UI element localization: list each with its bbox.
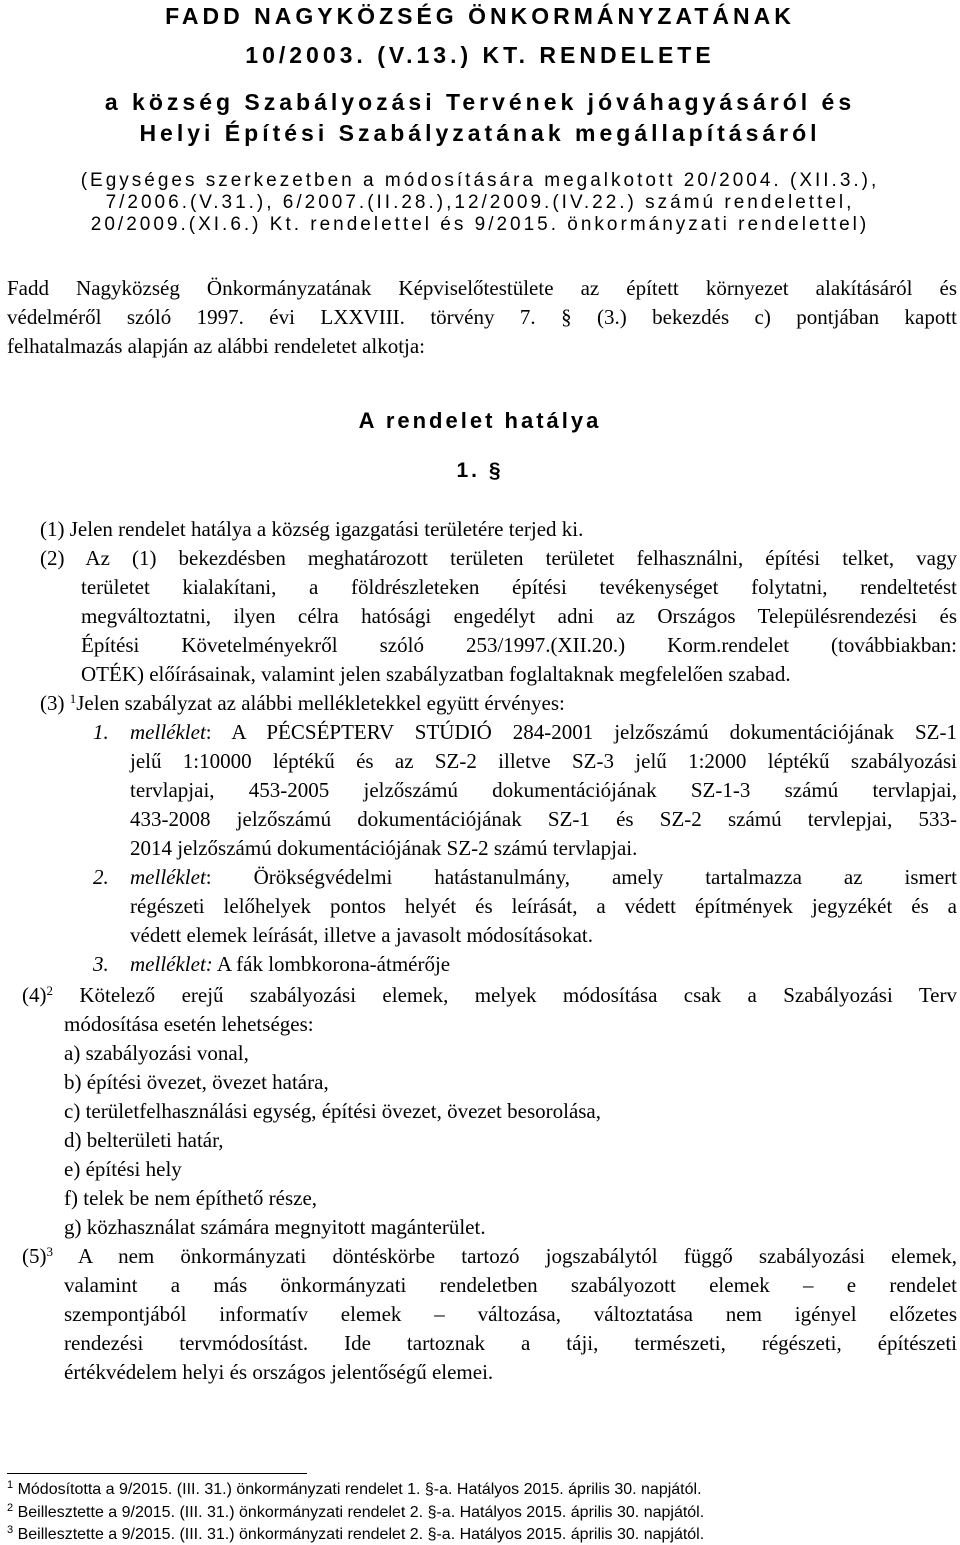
footnote-ref-1: 1 (69, 691, 77, 706)
paragraph-4-line-2: módosítása esetén lehetséges: (64, 1012, 314, 1036)
preamble-line-2: védelméről szóló 1997. évi LXXVIII. törvény 7. § (3.) bekezdés c) pontjában kapott (7, 305, 957, 329)
title-line-1: FADD NAGYKÖZSÉG ÖNKORMÁNYZATÁNAK (165, 3, 795, 29)
annex-3: melléklet: A fák lombkorona-átmérője (130, 952, 451, 976)
annex-1-line-1: melléklet: A PÉCSÉPTERV STÚDIÓ 284-2001 jelzőszámú dokumentációjának SZ-1 (130, 720, 957, 744)
annex-2-number: 2. (93, 865, 109, 889)
paragraph-2-line-1: (2) Az (1) bekezdésben meghatározott területen területet felhasználni, építési telket, vagy (40, 546, 957, 570)
paragraph-4-line-1: $(4)^2$ Kötelező erejű szabályozási elemek, melyek módosítása csak a Szabályozási Terv (22, 983, 957, 1007)
paragraph-2 (40, 544, 957, 573)
paragraph-5-line-1: $(5)^3$ A nem önkormányzati döntéskörbe tartozó jogszabálytól függő szabályozási elemek, (22, 1244, 957, 1268)
section-title: A rendelet hatálya (358, 408, 602, 433)
title-line-3: a község Szabályozási Tervének jóváhagyásáról és (104, 89, 856, 115)
paragraph-3 (40, 689, 940, 718)
paragraph-2-body (81, 573, 957, 689)
list-item-e: e) építési hely (64, 1157, 182, 1181)
section-number: 1. § (456, 459, 504, 482)
paragraph-5-line-2: valamint a más önkormányzati rendeletben szabályozott elemek – e rendelet (64, 1273, 957, 1297)
paragraph-5-line-5: értékvédelem helyi és országos jelentőségű elemei. (64, 1360, 494, 1384)
footnote-2: $^2$ Beillesztette a 9/2015. (III. 31.) önkormányzati rendelet 2. §-a. Hatályos 2015. április 30. napjától. (7, 1502, 705, 1521)
footnote-3: $^3$ Beillesztette a 9/2015. (III. 31.) önkormányzati rendelet 2. §-a. Hatályos 2015. április 30. napjától. (7, 1524, 705, 1543)
paragraph-5 (22, 1242, 957, 1271)
paragraph-5-line-3: szempontjából informatív elemek – változása, változtatása nem igényel előzetes (64, 1302, 957, 1326)
annex-1 (130, 718, 957, 863)
annex-3-label: melléklet: (130, 952, 213, 976)
title-line-4: Helyi Építési Szabályzatának megállapításáról (139, 120, 821, 146)
list-item-b: b) építési övezet, övezet határa, (64, 1070, 329, 1094)
list-item-c: c) területfelhasználási egység, építési övezet, övezet besorolása, (64, 1099, 602, 1123)
paragraph-1 (40, 515, 940, 544)
footnote-1: $^1$ Módosította a 9/2015. (III. 31.) önkormányzati rendelet 1. §-a. Hatályos 2015. április 30. napjától. (7, 1479, 702, 1498)
annex-1-line-4: 433-2008 jelzőszámú dokumentációjának SZ-1 és SZ-2 számú tervlepjai, 533- (130, 807, 957, 831)
list-item-a: a) szabályozási vonal, (64, 1041, 249, 1065)
annex-3-number: 3. (93, 952, 109, 976)
paragraph-2-line-4: Építési Követelményekről szóló 253/1997.(XII.20.) Korm.rendelet (továbbiakban: (81, 633, 957, 657)
paragraph-4 (22, 981, 957, 1010)
annex-2-label: melléklet (130, 865, 206, 889)
footnote-ref-3: 3 (46, 1244, 53, 1259)
list-item-g: g) közhasználat számára megnyitott magánterület. (64, 1215, 486, 1239)
annex-2-line-3: védett elemek leírását, illetve a javasolt módosításokat. (130, 923, 594, 947)
amendment-line-3: 20/2009.(XI.6.) Kt. rendelettel és 9/2015. önkormányzati rendelettel) (90, 214, 870, 235)
annex-1-line-2: jelű 1:10000 léptékű és az SZ-2 illetve SZ-3 jelű 1:2000 léptékű szabályozási (130, 749, 957, 773)
annex-1-label: melléklet (130, 720, 206, 744)
footnote-ref-2: 2 (46, 983, 53, 998)
list-item-f: f) telek be nem építhető része, (64, 1186, 318, 1210)
paragraph-2-line-2: területet kialakítani, a földrészleteken építési tevékenységet folytatni, rendeltetést (81, 575, 957, 599)
annex-1-number: 1. (93, 720, 109, 744)
preamble-line-1: Fadd Nagyközség Önkormányzatának Képviselőtestülete az épített környezet alakításáról és (7, 276, 957, 300)
amendment-line-1: (Egységes szerkezetben a módosítására megalkotott 20/2004. (XII.3.), (80, 170, 880, 191)
paragraph-1-text: (1) Jelen rendelet hatálya a község igazgatási területére terjed ki. (40, 517, 584, 541)
annex-1-line-3: tervlapjai, 453-2005 jelzőszámú dokumentációjának SZ-1-3 számú tervlapjai, (130, 778, 957, 802)
title-line-2: 10/2003. (V.13.) KT. RENDELETE (245, 42, 715, 68)
paragraph-4-body (64, 1010, 944, 1242)
paragraph-5-body (64, 1271, 957, 1387)
preamble-line-3: felhatalmazás alapján az alábbi rendeletet alkotja: (7, 334, 426, 358)
annex-1-line-5: 2014 jelzőszámú dokumentációjának SZ-2 számú tervlapjai. (130, 836, 638, 860)
amendment-line-2: 7/2006.(V.31.), 6/2007.(II.28.),12/2009.(IV.22.) számú rendelettel, (105, 192, 855, 213)
list-item-d: d) belterületi határ, (64, 1128, 224, 1152)
paragraph-2-line-3: megváltoztatni, ilyen célra hatósági engedélyt adni az Országos Településrendezési és (81, 604, 957, 628)
paragraph-5-line-4: rendezési tervmódosítást. Ide tartoznak a táji, természeti, régészeti, építészeti (64, 1331, 957, 1355)
annex-2 (130, 863, 957, 950)
paragraph-2-line-5: OTÉK) előírásainak, valamint jelen szabályzatban foglaltaknak megfelelően szabad. (81, 662, 791, 686)
footnote-divider (7, 1473, 307, 1474)
amendment-note (8, 170, 952, 236)
annex-2-line-2: régészeti lelőhelyek pontos helyét és leírását, a védett építmények jegyzékét és a (130, 894, 957, 918)
paragraph-3-text: (3) $^1$Jelen szabályzat az alábbi mellékletekkel együtt érvényes: (40, 691, 565, 715)
preamble (7, 274, 957, 361)
annex-2-line-1: melléklet: Örökségvédelmi hatástanulmány, amely tartalmazza az ismert (130, 865, 957, 889)
